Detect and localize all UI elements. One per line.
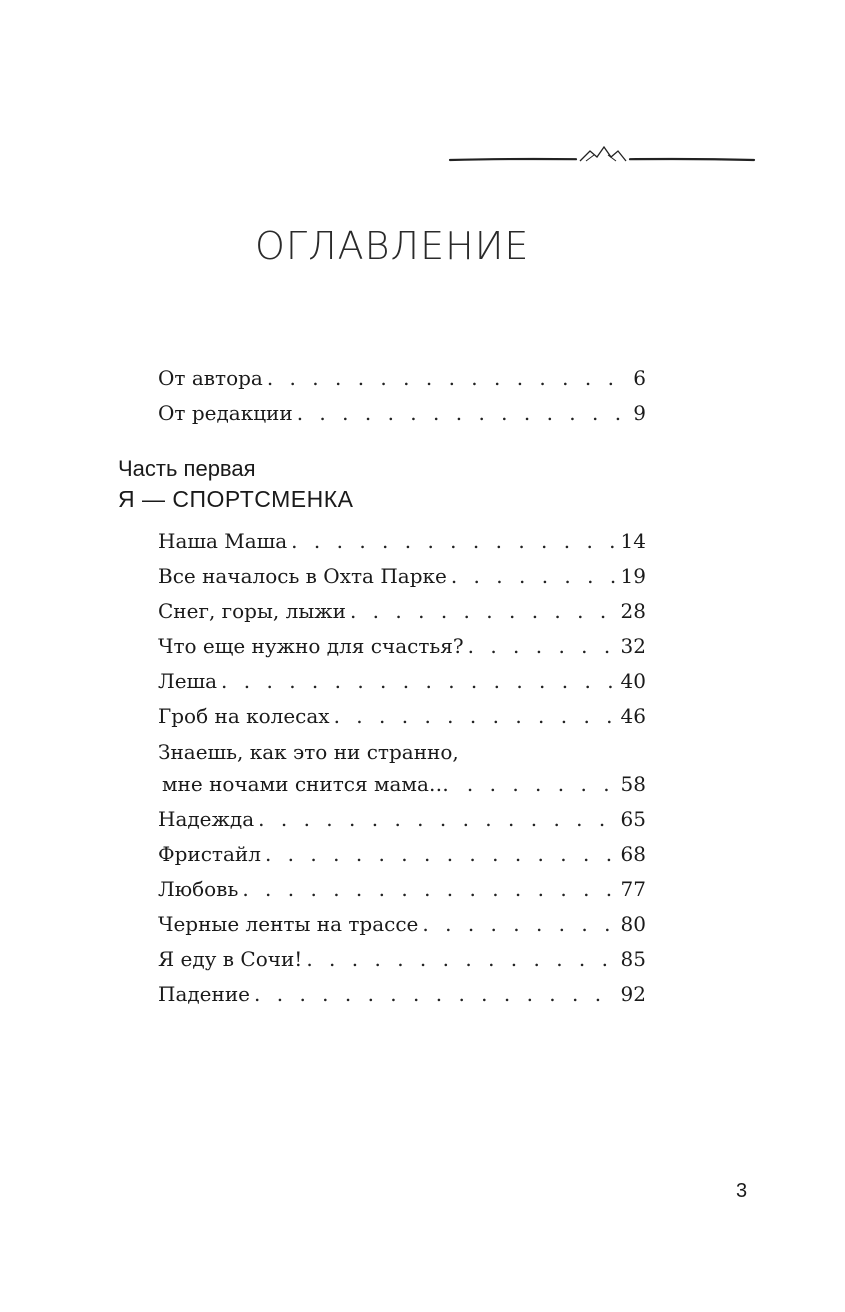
page-number: 3 (736, 1180, 748, 1202)
toc-entry[interactable] (158, 559, 646, 594)
toc-entry[interactable] (158, 396, 646, 431)
toc-entry-label: Падение (158, 982, 251, 1006)
toc-entry-page: 32 (620, 634, 646, 658)
toc-entry-page: 65 (620, 807, 646, 831)
toc-entry-label: Знаешь, как это ни странно, (158, 740, 459, 764)
dot-leader (287, 524, 616, 559)
toc-entry-page: 9 (633, 401, 646, 425)
toc-entry-page: 19 (620, 564, 646, 588)
dot-leader (263, 361, 629, 396)
toc-entry-page: 68 (620, 842, 646, 866)
dot-leader (217, 664, 617, 699)
dot-leader (464, 629, 617, 664)
toc-entry[interactable] (158, 699, 646, 734)
part-title: Я — СПОРТСМЕНКА (118, 486, 354, 512)
dot-leader (418, 907, 616, 942)
toc-entry[interactable] (158, 361, 646, 396)
toc-entry[interactable] (158, 664, 646, 699)
front-matter-list (158, 361, 646, 431)
toc-entry[interactable] (158, 524, 646, 559)
toc-entry-page: 85 (620, 947, 646, 971)
toc-entry-label: От автора (158, 366, 263, 390)
toc-entry-label: Леша (158, 669, 218, 693)
toc-entry-page: 28 (620, 599, 646, 623)
toc-entry-page: 46 (620, 704, 646, 728)
toc-entry[interactable] (158, 942, 646, 977)
dot-leader (254, 802, 616, 837)
part-heading (118, 454, 353, 514)
toc-entry[interactable] (158, 837, 646, 872)
toc-entry[interactable] (158, 594, 646, 629)
toc-entry-label-line2: мне ночами снится мама… (162, 772, 449, 796)
dot-leader (330, 699, 617, 734)
toc-entry-label: Наша Маша (158, 529, 288, 553)
toc-entry-page: 40 (620, 669, 646, 693)
page-title: ОГЛАВЛЕНИЕ (255, 224, 530, 268)
dot-leader (302, 942, 616, 977)
toc-entry-label: Снег, горы, лыжи (158, 599, 346, 623)
toc-entry-page: 58 (620, 772, 646, 796)
toc-entry-label: Что еще нужно для счастья? (158, 634, 464, 658)
toc-entry-label: Фристайл (158, 842, 261, 866)
chapter-list (158, 524, 646, 1012)
toc-entry[interactable] (158, 977, 646, 1012)
dot-leader (261, 837, 617, 872)
toc-entry-label: Гроб на колесах (158, 704, 330, 728)
toc-entry-page: 77 (620, 877, 646, 901)
dot-leader (447, 559, 617, 594)
toc-entry-page: 14 (620, 529, 646, 553)
toc-entry[interactable] (158, 907, 646, 942)
dot-leader (293, 396, 630, 431)
toc-entry-continuation (158, 768, 646, 800)
toc-entry[interactable] (158, 629, 646, 664)
mountain-ornament-icon (448, 140, 756, 166)
toc-entry-page: 80 (620, 912, 646, 936)
toc-entry-label: Черные ленты на трассе (158, 912, 419, 936)
toc-entry-label: Любовь (158, 877, 239, 901)
toc-entry[interactable] (158, 802, 646, 837)
toc-entry-label: Все началось в Охта Парке (158, 564, 447, 588)
toc-entry-label: От редакции (158, 401, 293, 425)
toc-entry-label: Я еду в Сочи! (158, 947, 303, 971)
dot-leader (250, 977, 617, 1012)
toc-entry[interactable] (158, 872, 646, 907)
part-label: Часть первая (118, 456, 256, 481)
dot-leader (346, 594, 617, 629)
toc-entry-page: 92 (620, 982, 646, 1006)
toc-entry-label: Надежда (158, 807, 255, 831)
toc-entry[interactable] (158, 736, 646, 800)
toc-entry-page: 6 (633, 366, 646, 390)
dot-leader (238, 872, 616, 907)
dot-leader (449, 768, 617, 800)
